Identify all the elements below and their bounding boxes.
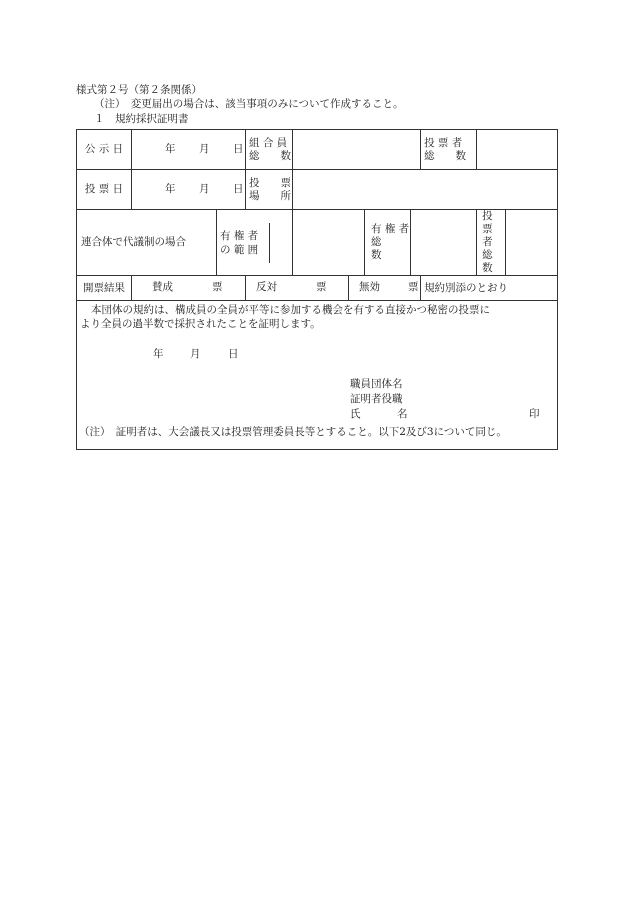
vote-date-label: 投 票 日 xyxy=(84,183,124,195)
invalid-label: 無効 xyxy=(359,281,380,293)
invalid-votes-cell[interactable] xyxy=(349,276,421,301)
members-total-label-1: 組 合 員 xyxy=(249,136,288,149)
seal-mark: 印 xyxy=(529,408,540,420)
certification-text-line-1: 本団体の規約は、構成員の全員が平等に参加する機会を有する直接かつ秘密の投票に xyxy=(91,304,490,316)
voters-total-2-label-2: 総 数 xyxy=(482,249,514,274)
vote-year: 年 xyxy=(165,183,176,195)
eligible-total-value[interactable] xyxy=(411,210,477,276)
vote-day: 日 xyxy=(233,183,244,195)
certificate-form-table xyxy=(76,129,558,450)
certifier-title-label: 証明者役職 xyxy=(350,393,403,405)
voters-total-2-label-cell xyxy=(477,210,514,276)
vote-place-label-1: 投 票 xyxy=(249,176,291,189)
invalid-unit: 票 xyxy=(408,281,419,293)
federation-label: 連合体で代議制の場合 xyxy=(81,236,186,248)
org-name-label: 職員団体名 xyxy=(350,378,403,390)
against-unit: 票 xyxy=(316,281,327,293)
vote-date-label-cell xyxy=(77,170,132,210)
announce-year: 年 xyxy=(165,143,176,155)
eligible-total-label-cell xyxy=(365,210,411,276)
name-label-2: 名 xyxy=(397,408,408,420)
eligible-range-value[interactable] xyxy=(293,210,365,276)
eligible-range-label-2: の 範 囲 xyxy=(220,243,259,256)
members-total-value[interactable] xyxy=(293,130,421,170)
announce-date-label-cell xyxy=(77,130,132,170)
footer-note: （注） 証明者は、大会議長又は投票管理委員長等とすること。以下2及び3について同じ。 xyxy=(79,426,507,438)
section-title: １ 規約採択証明書 xyxy=(94,113,189,125)
certification-text-line-2: より全員の過半数で採択されたことを証明します。 xyxy=(80,318,321,330)
eligible-range-label-1: 有 権 者 xyxy=(220,229,259,242)
name-label-1: 氏 xyxy=(350,408,361,420)
announce-date-value[interactable] xyxy=(132,130,246,170)
members-total-label-cell xyxy=(246,130,293,170)
for-votes-cell[interactable] xyxy=(132,276,246,301)
announce-day: 日 xyxy=(233,143,244,155)
amendment-note: （注） 変更届出の場合は、該当事項のみについて作成すること。 xyxy=(94,98,404,110)
voters-total-2-value[interactable] xyxy=(506,210,558,276)
result-label: 開票結果 xyxy=(83,281,125,294)
attached-note-cell xyxy=(421,276,558,301)
voters-total-value[interactable] xyxy=(477,130,558,170)
certification-date-year: 年 xyxy=(153,348,164,360)
against-label: 反対 xyxy=(256,281,277,293)
vote-place-label-2: 場 所 xyxy=(249,189,291,202)
vote-place-value[interactable] xyxy=(293,170,558,210)
eligible-range-cell[interactable] xyxy=(217,210,293,276)
voters-total-label-1: 投 票 者 xyxy=(424,136,463,149)
certification-date-month: 月 xyxy=(190,348,201,360)
vote-month: 月 xyxy=(199,183,210,195)
form-number: 様式第２号（第２条関係） xyxy=(76,84,202,96)
eligible-total-label-2: 総 数 xyxy=(371,236,403,261)
vote-place-label-cell xyxy=(246,170,293,210)
announce-month: 月 xyxy=(199,143,210,155)
voters-total-label-2: 総 数 xyxy=(424,149,467,162)
announce-date-label: 公 示 日 xyxy=(84,143,124,155)
attached-note: 規約別添のとおり xyxy=(424,281,509,294)
for-label: 賛成 xyxy=(152,281,173,293)
eligible-range-divider xyxy=(269,223,270,263)
federation-label-cell xyxy=(77,210,217,276)
voters-total-label-cell xyxy=(421,130,477,170)
members-total-label-2: 総 数 xyxy=(249,149,291,162)
eligible-total-label-1: 有 権 者 xyxy=(371,223,410,235)
for-unit: 票 xyxy=(212,281,223,293)
against-votes-cell[interactable] xyxy=(246,276,349,301)
vote-date-value[interactable] xyxy=(132,170,246,210)
voters-total-2-label-1: 投 票 者 xyxy=(482,210,493,248)
certification-date-day: 日 xyxy=(228,348,239,360)
result-label-cell xyxy=(77,276,132,301)
